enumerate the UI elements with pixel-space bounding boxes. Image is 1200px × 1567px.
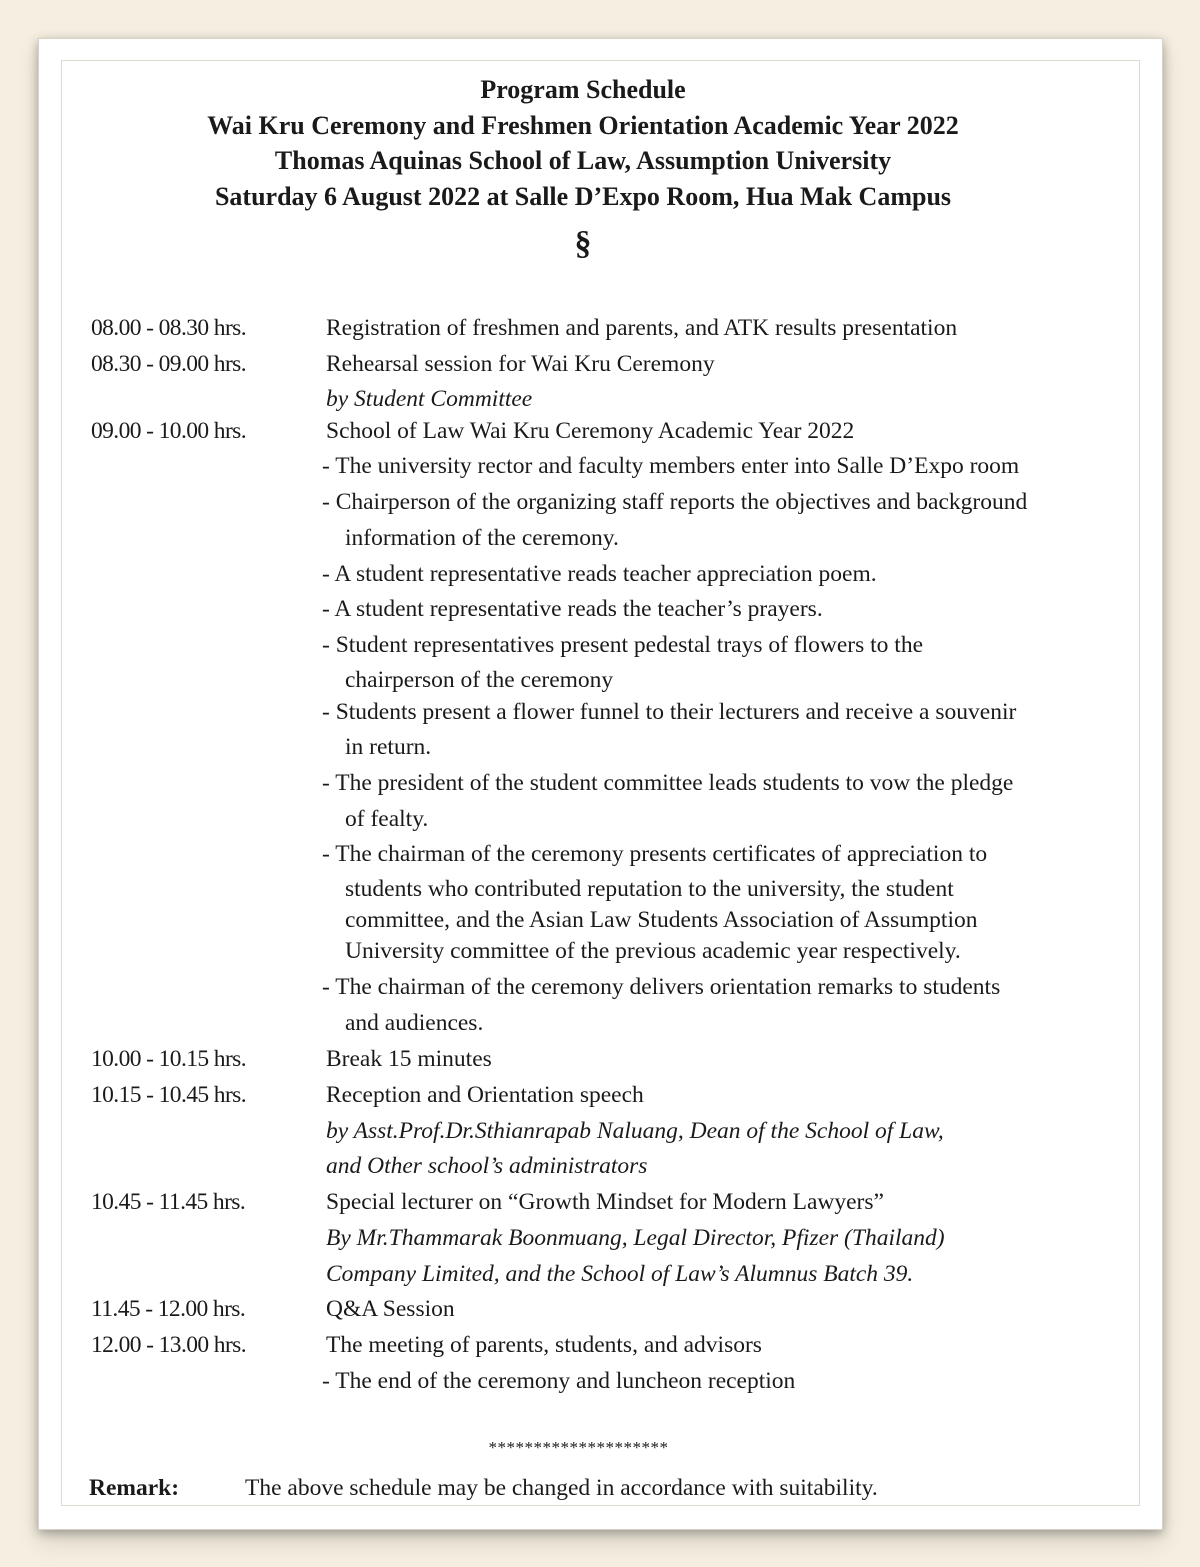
activity-bullet: - The university rector and faculty members enter into Salle D’Expo room — [322, 453, 1020, 479]
activity-text: Reception and Orientation speech — [326, 1082, 644, 1108]
header-event: Wai Kru Ceremony and Freshmen Orientation Academic Year 2022 — [207, 110, 959, 140]
activity-presenter: by Student Committee — [326, 386, 533, 412]
activity-bullet-continued: chairperson of the ceremony — [345, 667, 614, 693]
separator-stars: ******************** — [488, 1438, 669, 1457]
header-title: Program Schedule — [480, 75, 686, 104]
activity-bullet: - Student representatives present pedestal trays of flowers to the — [322, 632, 924, 658]
activity-presenter: Company Limited, and the School of Law’s Alumnus Batch 39. — [326, 1261, 914, 1287]
activity-text: Q&A Session — [326, 1296, 455, 1322]
activity-bullet: - A student representative reads the teacher’s prayers. — [322, 596, 823, 622]
header-date-venue: Saturday 6 August 2022 at Salle D’Expo Room, Hua Mak Campus — [214, 181, 952, 211]
time-slot: 10.15 - 10.45 hrs. — [91, 1082, 246, 1108]
activity-text: School of Law Wai Kru Ceremony Academic Year 2022 — [326, 418, 855, 444]
activity-bullet-continued: committee, and the Asian Law Students Association of Assumption — [345, 907, 978, 933]
header-institution: Thomas Aquinas School of Law, Assumption University — [274, 146, 892, 175]
activity-bullet-continued: students who contributed reputation to the university, the student — [345, 876, 954, 902]
time-slot: 10.45 - 11.45 hrs. — [91, 1189, 246, 1215]
activity-presenter: and Other school’s administrators — [326, 1153, 648, 1179]
activity-bullet: - The chairman of the ceremony presents certificates of appreciation to — [322, 841, 988, 867]
activity-bullet-continued: in return. — [345, 734, 432, 760]
activity-bullet-continued: information of the ceremony. — [345, 525, 619, 551]
activity-text: Break 15 minutes — [326, 1046, 492, 1072]
activity-bullet: - The end of the ceremony and luncheon reception — [322, 1368, 796, 1394]
activity-bullet-continued: of fealty. — [345, 806, 429, 832]
activity-bullet-continued: University committee of the previous academic year respectively. — [345, 938, 961, 964]
activity-bullet: - The chairman of the ceremony delivers orientation remarks to students — [322, 974, 1001, 1000]
activity-bullet: - Students present a flower funnel to their lecturers and receive a souvenir — [322, 699, 1017, 725]
activity-text: Special lecturer on “Growth Mindset for Modern Lawyers” — [326, 1189, 884, 1215]
activity-bullet: - The president of the student committee leads students to vow the pledge — [322, 770, 1014, 796]
activity-text: The meeting of parents, students, and advisors — [326, 1332, 762, 1358]
time-slot: 09.00 - 10.00 hrs. — [91, 418, 246, 444]
activity-bullet: - A student representative reads teacher appreciation poem. — [322, 561, 877, 587]
remark-label: Remark: — [89, 1475, 180, 1501]
activity-bullet-continued: and audiences. — [345, 1010, 484, 1036]
time-slot: 12.00 - 13.00 hrs. — [91, 1332, 246, 1358]
activity-presenter: by Asst.Prof.Dr.Sthianrapab Naluang, Dean of the School of Law, — [326, 1118, 944, 1144]
time-slot: 08.00 - 08.30 hrs. — [91, 315, 246, 341]
time-slot: 08.30 - 09.00 hrs. — [91, 351, 246, 377]
time-slot: 11.45 - 12.00 hrs. — [91, 1296, 246, 1322]
time-slot: 10.00 - 10.15 hrs. — [91, 1046, 246, 1072]
activity-presenter: By Mr.Thammarak Boonmuang, Legal Director, Pfizer (Thailand) — [326, 1225, 945, 1251]
activity-bullet: - Chairperson of the organizing staff reports the objectives and background — [322, 489, 1028, 515]
activity-text: Registration of freshmen and parents, and ATK results presentation — [326, 315, 958, 341]
section-sign-icon: § — [574, 225, 592, 262]
remark-text: The above schedule may be changed in accordance with suitability. — [245, 1475, 878, 1501]
document-header — [0, 72, 1166, 264]
activity-text: Rehearsal session for Wai Kru Ceremony — [326, 351, 715, 377]
